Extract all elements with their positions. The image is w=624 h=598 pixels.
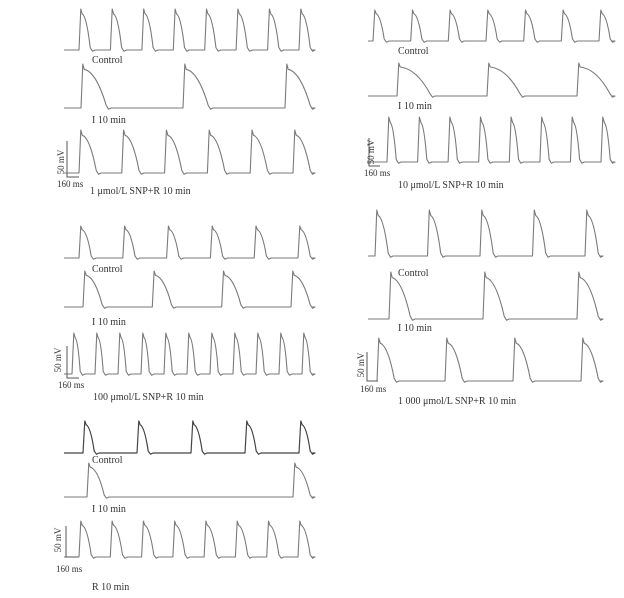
scale-time-p5: 160 ms bbox=[56, 564, 83, 574]
label-p5-ischemia: I 10 min bbox=[92, 504, 126, 515]
trace-p5-ischemia bbox=[64, 463, 315, 498]
scale-time-p3: 160 ms bbox=[58, 380, 85, 390]
trace-p3-ischemia bbox=[64, 271, 315, 308]
scale-time-p2: 160 ms bbox=[364, 168, 391, 178]
label-p2-treatment: 10 μmol/L SNP+R 10 min bbox=[398, 180, 504, 191]
label-p1-treatment: 1 μmol/L SNP+R 10 min bbox=[90, 186, 191, 197]
panel-1 bbox=[56, 9, 315, 197]
panel-5 bbox=[53, 421, 315, 593]
label-p1-ischemia: I 10 min bbox=[92, 115, 126, 126]
scale-bar-p5 bbox=[66, 526, 78, 557]
label-p4-treatment: 1 000 μmol/L SNP+R 10 min bbox=[398, 396, 517, 407]
label-p4-control: Control bbox=[398, 268, 429, 279]
trace-p4-treatment bbox=[368, 338, 603, 382]
label-p3-control: Control bbox=[92, 264, 123, 275]
trace-p1-control bbox=[64, 9, 315, 51]
trace-p4-ischemia bbox=[368, 272, 603, 320]
scale-bar-p4 bbox=[367, 352, 378, 381]
scale-time-p1: 160 ms bbox=[57, 179, 84, 189]
scale-voltage-p1: 50 mV bbox=[56, 149, 66, 175]
label-p2-control: Control bbox=[398, 46, 429, 57]
panel-4 bbox=[356, 210, 603, 407]
label-p2-ischemia: I 10 min bbox=[398, 101, 432, 112]
label-p5-control: Control bbox=[92, 455, 123, 466]
trace-p5-control bbox=[64, 421, 315, 454]
scale-time-p4: 160 ms bbox=[360, 384, 387, 394]
scale-voltage-p4: 50 mV bbox=[356, 352, 366, 378]
trace-p3-treatment bbox=[64, 333, 315, 375]
label-p4-ischemia: I 10 min bbox=[398, 323, 432, 334]
label-p3-treatment: 100 μmol/L SNP+R 10 min bbox=[93, 392, 204, 403]
trace-p3-control bbox=[64, 226, 315, 259]
trace-p1-treatment bbox=[64, 130, 315, 174]
label-p5-treatment: R 10 min bbox=[92, 582, 130, 593]
trace-p4-control bbox=[368, 210, 603, 257]
trace-p5-treatment bbox=[64, 521, 315, 558]
scale-voltage-p3: 50 mV bbox=[53, 347, 63, 373]
scale-bar-p1 bbox=[67, 141, 79, 177]
label-p1-control: Control bbox=[92, 55, 123, 66]
panel-3 bbox=[53, 226, 315, 403]
trace-p1-ischemia bbox=[64, 64, 315, 109]
scale-voltage-p5: 50 mV bbox=[53, 527, 63, 553]
trace-p2-control bbox=[368, 10, 615, 42]
scale-voltage-p2: 50 mV bbox=[366, 139, 376, 165]
label-p3-ischemia: I 10 min bbox=[92, 317, 126, 328]
trace-p2-ischemia bbox=[368, 63, 615, 97]
trace-p2-treatment bbox=[368, 117, 615, 163]
panel-2 bbox=[364, 10, 615, 191]
